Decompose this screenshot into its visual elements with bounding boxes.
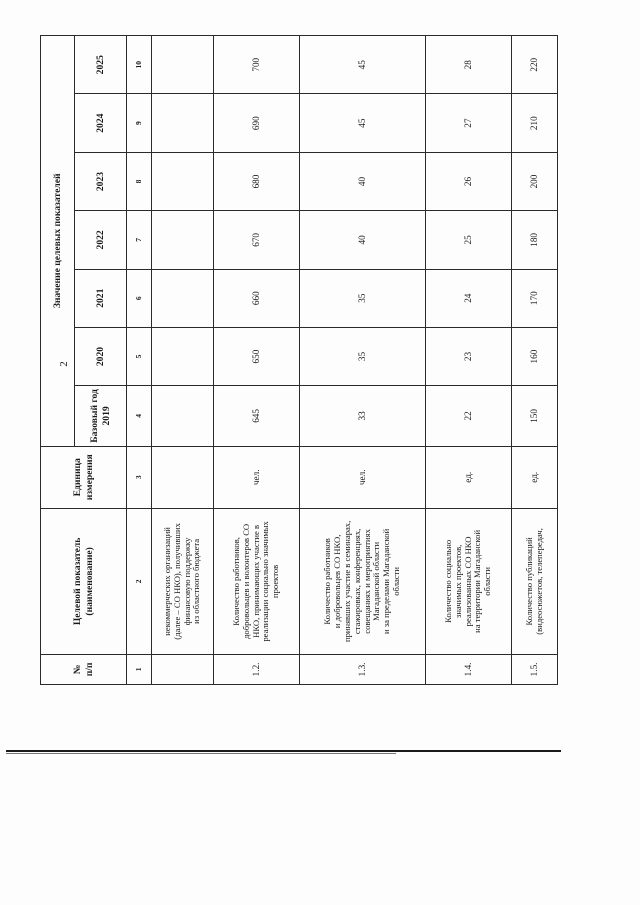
value-cell: 22 <box>426 386 512 446</box>
table-row <box>512 36 558 685</box>
indicator-name: Количество работников и добровольцев СО НКО, принявших участие в семинарах, стажировках, конференциях, совещаниях и мероприятиях Магаданской области и за пределами Магаданской области <box>300 508 426 654</box>
unit-cell: ед. <box>512 446 558 508</box>
column-number: 8 <box>127 152 152 210</box>
value-cell: 24 <box>426 269 512 327</box>
column-number-row <box>127 36 152 685</box>
value-cell <box>152 269 214 327</box>
column-number: 7 <box>127 211 152 269</box>
value-cell: 200 <box>512 152 558 210</box>
indicator-name: Количество социально значимых проектов, реализованных СО НКО на территории Магаданской области <box>426 508 512 654</box>
value-cell: 645 <box>214 386 300 446</box>
column-number: 10 <box>127 36 152 95</box>
header-year: 2024 <box>75 94 127 152</box>
value-cell: 25 <box>426 211 512 269</box>
indicator-name: некоммерческих организаций (далее – СО НКО), получивших финансовую поддержку из областного бюджета <box>152 508 214 654</box>
row-number: 1.2. <box>214 654 300 684</box>
column-number: 6 <box>127 269 152 327</box>
column-number: 5 <box>127 327 152 385</box>
table-row <box>426 36 512 685</box>
table-row <box>300 36 426 685</box>
header-number: № п/п <box>41 654 127 684</box>
header-year: 2023 <box>75 152 127 210</box>
row-number: 1.3. <box>300 654 426 684</box>
value-cell <box>152 152 214 210</box>
value-cell: 680 <box>214 152 300 210</box>
value-cell <box>152 386 214 446</box>
row-number <box>152 654 214 684</box>
column-number: 3 <box>127 446 152 508</box>
indicator-name: Количество работников, добровольцев и волонтеров СО НКО, принимающих участие в реализации социально значимых проектов <box>214 508 300 654</box>
unit-cell: ед. <box>426 446 512 508</box>
header-base-year: Базовый год 2019 <box>75 386 127 446</box>
value-cell: 700 <box>214 36 300 95</box>
value-cell: 35 <box>300 327 426 385</box>
column-number: 1 <box>127 654 152 684</box>
value-cell: 220 <box>512 36 558 95</box>
value-cell: 45 <box>300 94 426 152</box>
value-cell: 45 <box>300 36 426 95</box>
table-row <box>214 36 300 685</box>
row-number: 1.4. <box>426 654 512 684</box>
value-cell: 660 <box>214 269 300 327</box>
value-cell: 26 <box>426 152 512 210</box>
value-cell: 690 <box>214 94 300 152</box>
unit-cell: чел. <box>214 446 300 508</box>
value-cell: 40 <box>300 211 426 269</box>
header-unit: Единица измерения <box>41 446 127 508</box>
value-cell <box>152 211 214 269</box>
value-cell: 23 <box>426 327 512 385</box>
header-year: 2020 <box>75 327 127 385</box>
value-cell: 33 <box>300 386 426 446</box>
value-cell: 650 <box>214 327 300 385</box>
indicator-name: Количество публикаций (видеосюжетов, телепередач, <box>512 508 558 654</box>
value-cell: 150 <box>512 386 558 446</box>
unit-cell: чел. <box>300 446 426 508</box>
column-number: 9 <box>127 94 152 152</box>
column-number: 2 <box>127 508 152 654</box>
scan-edge-rule <box>6 750 561 752</box>
value-cell: 180 <box>512 211 558 269</box>
unit-cell <box>152 446 214 508</box>
value-cell: 28 <box>426 36 512 95</box>
header-year: 2022 <box>75 211 127 269</box>
value-cell: 170 <box>512 269 558 327</box>
target-indicators-table <box>40 35 558 685</box>
value-cell: 160 <box>512 327 558 385</box>
row-number: 1.5. <box>512 654 558 684</box>
value-cell: 670 <box>214 211 300 269</box>
header-indicator: Целевой показатель (наименование) <box>41 508 127 654</box>
header-year: 2021 <box>75 269 127 327</box>
value-cell <box>152 327 214 385</box>
value-cell: 210 <box>512 94 558 152</box>
column-number: 4 <box>127 386 152 446</box>
rotated-table-container <box>40 35 555 685</box>
value-cell: 40 <box>300 152 426 210</box>
page-number: 2 <box>58 361 70 367</box>
header-values-group: Значение целевых показателей <box>41 36 75 447</box>
value-cell: 27 <box>426 94 512 152</box>
value-cell <box>152 36 214 95</box>
table-row <box>152 36 214 685</box>
header-year: 2025 <box>75 36 127 95</box>
value-cell: 35 <box>300 269 426 327</box>
value-cell <box>152 94 214 152</box>
